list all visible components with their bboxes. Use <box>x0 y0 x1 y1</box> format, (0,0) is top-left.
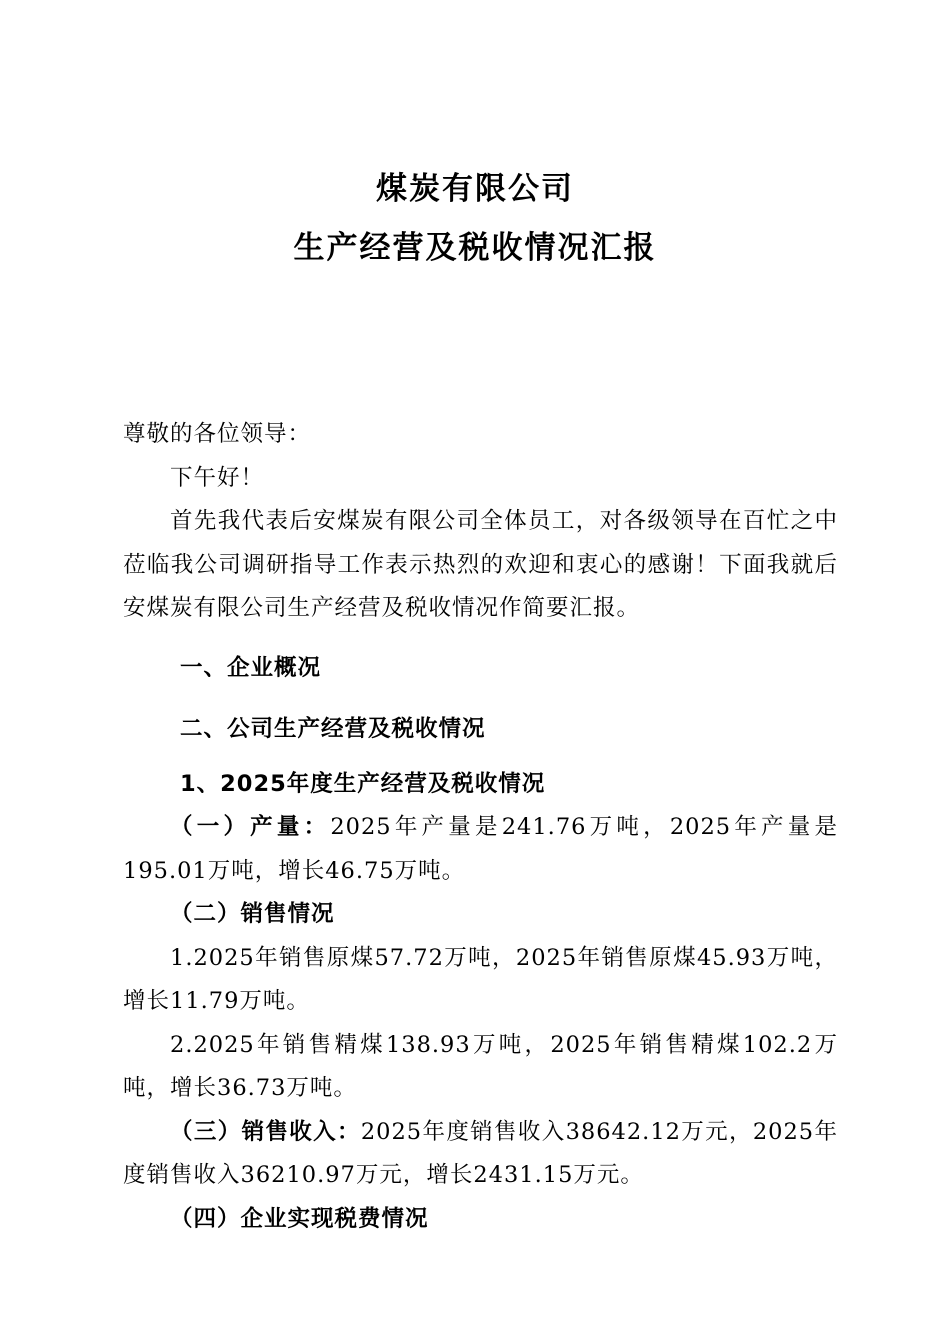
document-body <box>123 413 838 1241</box>
tax-heading: （四）企业实现税费情况 <box>170 1205 429 1232</box>
document-title-line1: 煤炭有限公司 <box>376 171 574 207</box>
sales-heading: （二）销售情况 <box>170 901 335 927</box>
salutation: 尊敬的各位领导： <box>123 421 312 447</box>
section-heading-operations: 二、公司生产经营及税收情况 <box>180 716 486 742</box>
revenue-paragraph <box>123 1111 838 1198</box>
subsection-heading-2025: 1、2025年度生产经营及税收情况 <box>180 770 546 797</box>
document-title-line2: 生产经营及税收情况汇报 <box>293 230 657 266</box>
revenue-label: （三）销售收入： <box>170 1118 361 1145</box>
output-text: 2025年产量是241.76万吨，2025年产量是195.01万吨，增长46.75万吨。 <box>123 814 838 884</box>
section-heading-overview: 一、企业概况 <box>180 654 322 681</box>
sales-clean-coal: 2.2025年销售精煤138.93万吨，2025年销售精煤102.2万吨，增长36.73万吨。 <box>123 1031 838 1101</box>
output-label: （一）产量： <box>170 814 331 840</box>
revenue-text: 2025年度销售收入38642.12万元，2025年度销售收入36210.97万元，增长2431.15万元。 <box>123 1118 838 1188</box>
intro-paragraph: 首先我代表后安煤炭有限公司全体员工，对各级领导在百忙之中莅临我公司调研指导工作表示热烈的欢迎和衷心的感谢！下面我就后安煤炭有限公司生产经营及税收情况作简要汇报。 <box>123 508 838 621</box>
sales-raw-coal: 1.2025年销售原煤57.72万吨，2025年销售原煤45.93万吨，增长11.79万吨。 <box>123 944 838 1014</box>
greeting: 下午好！ <box>170 464 265 491</box>
output-paragraph <box>123 806 838 893</box>
